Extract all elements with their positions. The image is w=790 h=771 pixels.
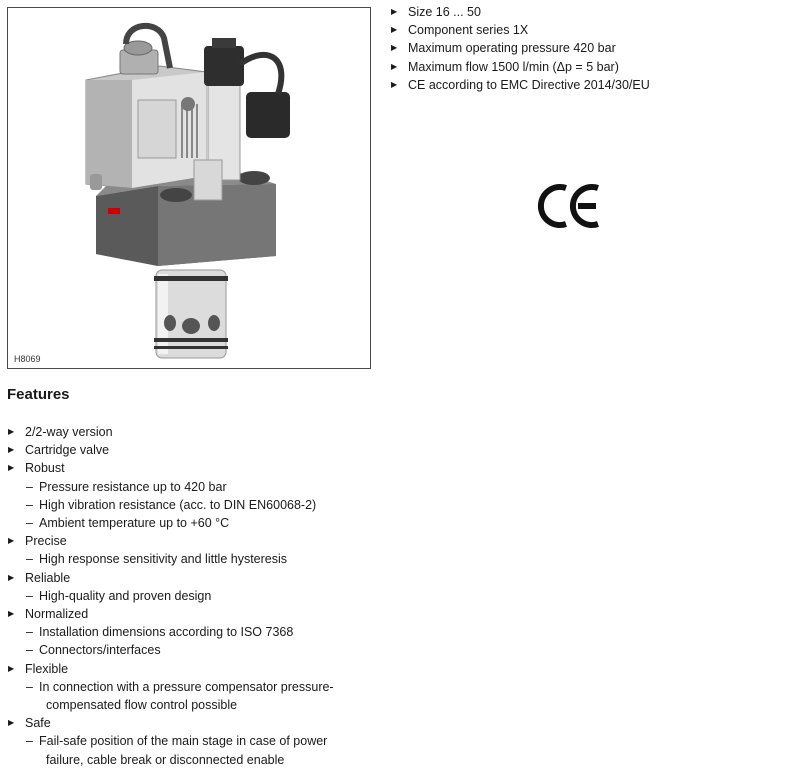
- product-image-frame: [7, 7, 371, 369]
- feature-item: ▶ Flexible: [7, 660, 334, 678]
- feature-subitem: – High-quality and proven design: [7, 587, 334, 605]
- feature-item: ▶ Reliable: [7, 569, 334, 587]
- spec-item: ▶ Maximum operating pressure 420 bar: [390, 39, 650, 57]
- feature-subitem: – High vibration resistance (acc. to DIN EN60068-2): [7, 496, 334, 514]
- spec-item: ▶ Size 16 ... 50: [390, 3, 650, 21]
- feature-subitem: – Fail-safe position of the main stage in case of power: [7, 732, 334, 750]
- valve-illustration: [8, 8, 370, 368]
- spec-item: ▶ Maximum flow 1500 l/min (Δp = 5 bar): [390, 58, 650, 76]
- feature-item: ▶ Safe: [7, 714, 334, 732]
- spec-item: ▶ CE according to EMC Directive 2014/30/EU: [390, 76, 650, 94]
- feature-item: ▶ Robust: [7, 459, 334, 477]
- specs-list: [390, 3, 650, 94]
- feature-subitem: – Installation dimensions according to ISO 7368: [7, 623, 334, 641]
- figure-code: H8069: [14, 354, 41, 364]
- feature-item: ▶ Normalized: [7, 605, 334, 623]
- feature-subitem: failure, cable break or disconnected enable: [46, 752, 285, 767]
- feature-subitem: – Ambient temperature up to +60 °C: [7, 514, 334, 532]
- spec-item: ▶ Component series 1X: [390, 21, 650, 39]
- feature-item: ▶ Precise: [7, 532, 334, 550]
- feature-subitem: compensated flow control possible: [46, 698, 238, 713]
- feature-subitem: – Pressure resistance up to 420 bar: [7, 478, 334, 496]
- feature-subitem: – High response sensitivity and little hysteresis: [7, 550, 334, 568]
- features-title: Features: [7, 386, 70, 403]
- features-list: [7, 423, 334, 769]
- feature-item: ▶ 2/2-way version: [7, 423, 334, 441]
- feature-subitem: – In connection with a pressure compensator pressure-: [7, 678, 334, 696]
- feature-item: ▶ Cartridge valve: [7, 441, 334, 459]
- feature-subitem: – Connectors/interfaces: [7, 641, 334, 659]
- ce-mark-icon: [536, 180, 604, 232]
